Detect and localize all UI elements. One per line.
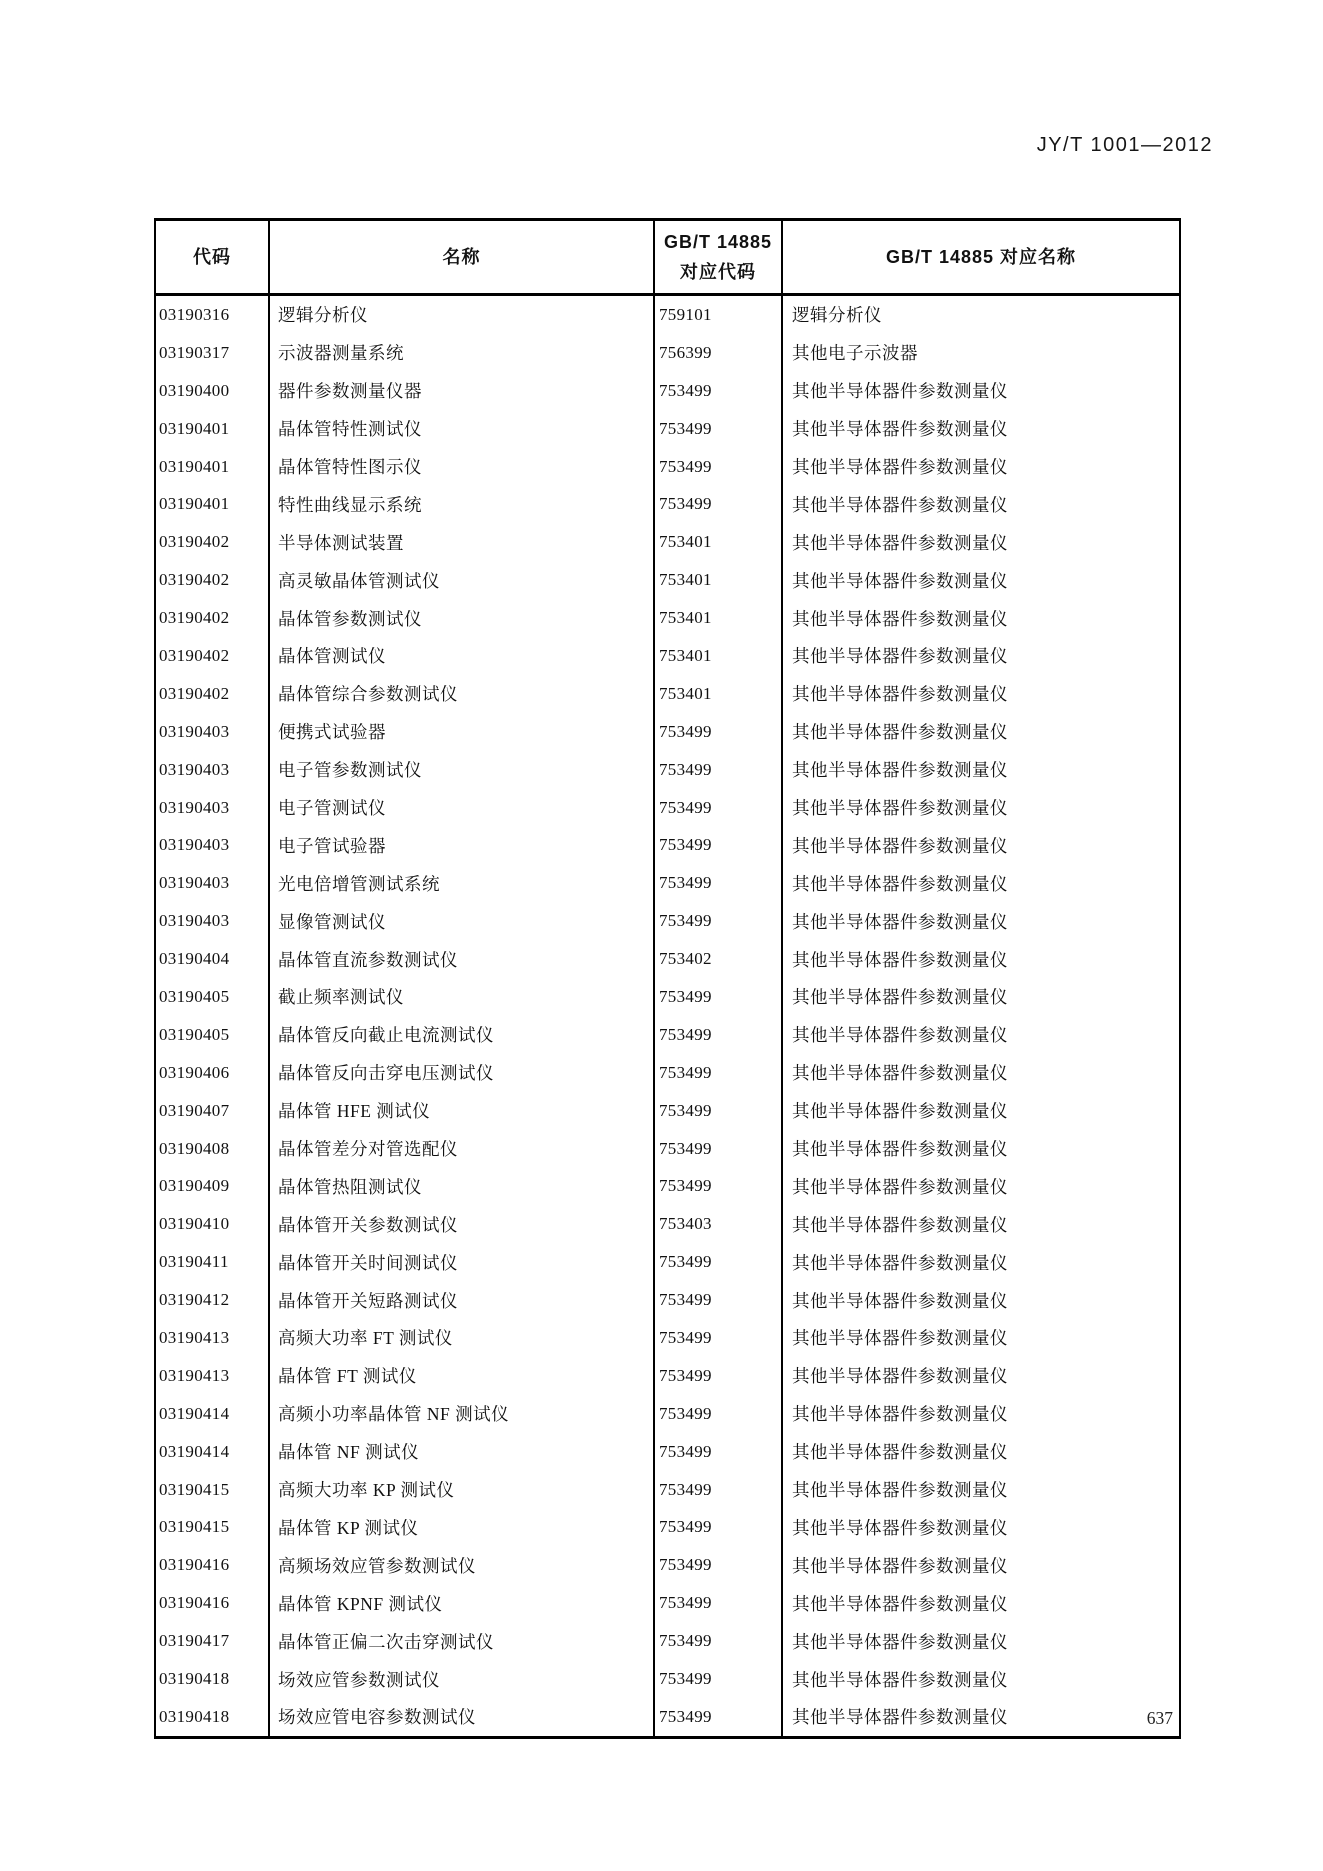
cell-gbt-name: 其他半导体器件参数测量仪: [792, 494, 1008, 515]
cell-gbt-name: 其他电子示波器: [792, 343, 918, 364]
cell-name: 晶体管直流参数测试仪: [270, 940, 655, 978]
table-row: [156, 826, 1179, 864]
cell-gbt-code: 753499: [655, 1319, 783, 1357]
cell-code: 03190402: [156, 599, 270, 637]
cell-gbt-name: 其他半导体器件参数测量仪: [792, 1631, 1008, 1652]
table-row: [156, 789, 1179, 827]
cell-name: 晶体管 KP 测试仪: [270, 1509, 655, 1547]
cell-code: 03190402: [156, 675, 270, 713]
cell-gbt-name: 其他半导体器件参数测量仪: [792, 1480, 1008, 1501]
cell-code: 03190416: [156, 1584, 270, 1622]
cell-gbt-name: 其他半导体器件参数测量仪: [792, 1214, 1008, 1235]
cell-gbt-name: 其他半导体器件参数测量仪: [792, 1063, 1008, 1084]
table-row: [156, 448, 1179, 486]
cell-gbt-code: 753401: [655, 523, 783, 561]
cell-gbt-name: 其他半导体器件参数测量仪: [792, 1290, 1008, 1311]
cell-code: 03190418: [156, 1698, 270, 1736]
cell-code: 03190414: [156, 1395, 270, 1433]
cell-gbt-code: 753401: [655, 561, 783, 599]
cell-gbt-name: 其他半导体器件参数测量仪: [792, 1404, 1008, 1425]
cell-gbt-name: 其他半导体器件参数测量仪: [792, 1517, 1008, 1538]
cell-gbt-code: 753499: [655, 751, 783, 789]
cell-code: 03190402: [156, 637, 270, 675]
cell-code: 03190408: [156, 1130, 270, 1168]
cell-gbt-code: 753499: [655, 1471, 783, 1509]
cell-name: 电子管测试仪: [270, 789, 655, 827]
cell-gbt-code: 756399: [655, 334, 783, 372]
cell-code: 03190415: [156, 1509, 270, 1547]
cell-name: 晶体管开关短路测试仪: [270, 1281, 655, 1319]
cell-code: 03190317: [156, 334, 270, 372]
table-row: [156, 523, 1179, 561]
cell-name: 高频大功率 FT 测试仪: [270, 1319, 655, 1357]
cell-gbt-code: 753499: [655, 1509, 783, 1547]
cell-gbt-code: 753499: [655, 1092, 783, 1130]
cell-name: 光电倍增管测试系统: [270, 864, 655, 902]
header-gbt-name-label: GB/T 14885 对应名称: [885, 247, 1077, 267]
cell-gbt-code: 753499: [655, 1395, 783, 1433]
cell-gbt-name: 其他半导体器件参数测量仪: [792, 1139, 1008, 1160]
cell-name: 晶体管 FT 测试仪: [270, 1357, 655, 1395]
cell-code: 03190417: [156, 1622, 270, 1660]
cell-gbt-code: 753499: [655, 1660, 783, 1698]
cell-code: 03190400: [156, 372, 270, 410]
cell-gbt-code: 753401: [655, 675, 783, 713]
cell-name: 便携式试验器: [270, 713, 655, 751]
table-row: [156, 372, 1179, 410]
cell-code: 03190405: [156, 978, 270, 1016]
cell-gbt-name: 其他半导体器件参数测量仪: [792, 1101, 1008, 1122]
cell-gbt-name: 逻辑分析仪: [792, 305, 882, 326]
cell-name: 晶体管正偏二次击穿测试仪: [270, 1622, 655, 1660]
cell-gbt-name: 其他半导体器件参数测量仪: [792, 722, 1008, 743]
cell-name: 高频大功率 KP 测试仪: [270, 1471, 655, 1509]
cell-gbt-code: 753499: [655, 485, 783, 523]
cell-code: 03190401: [156, 448, 270, 486]
cell-name: 晶体管 KPNF 测试仪: [270, 1584, 655, 1622]
cell-gbt-name: 其他半导体器件参数测量仪: [792, 608, 1008, 629]
cell-code: 03190403: [156, 751, 270, 789]
code-mapping-table: [154, 218, 1181, 1739]
cell-name: 电子管试验器: [270, 826, 655, 864]
cell-name: 晶体管测试仪: [270, 637, 655, 675]
table-row: [156, 1395, 1179, 1433]
table-row: [156, 751, 1179, 789]
header-gbt-code-line1: GB/T 14885: [663, 232, 773, 252]
cell-gbt-name: 其他半导体器件参数测量仪: [792, 1707, 1008, 1728]
cell-gbt-name: 其他半导体器件参数测量仪: [792, 381, 1008, 402]
cell-name: 晶体管综合参数测试仪: [270, 675, 655, 713]
cell-gbt-name: 其他半导体器件参数测量仪: [792, 1025, 1008, 1046]
table-row: [156, 1622, 1179, 1660]
cell-gbt-code: 753499: [655, 1167, 783, 1205]
header-name-label: 名称: [442, 247, 481, 267]
cell-code: 03190413: [156, 1319, 270, 1357]
table-row: [156, 1243, 1179, 1281]
table-row: [156, 675, 1179, 713]
cell-code: 03190415: [156, 1471, 270, 1509]
cell-gbt-code: 753499: [655, 713, 783, 751]
cell-name: 晶体管 NF 测试仪: [270, 1433, 655, 1471]
page-number: 637: [1146, 1708, 1173, 1728]
cell-gbt-code: 753499: [655, 372, 783, 410]
cell-gbt-code: 753499: [655, 978, 783, 1016]
cell-gbt-code: 753499: [655, 410, 783, 448]
cell-gbt-name: 其他半导体器件参数测量仪: [792, 1442, 1008, 1463]
cell-gbt-code: 753499: [655, 826, 783, 864]
table-row: [156, 1357, 1179, 1395]
header-name: [270, 221, 655, 293]
cell-gbt-name: 其他半导体器件参数测量仪: [792, 1555, 1008, 1576]
cell-gbt-name: 其他半导体器件参数测量仪: [792, 798, 1008, 819]
cell-gbt-code: 753499: [655, 864, 783, 902]
cell-name: 场效应管参数测试仪: [270, 1660, 655, 1698]
cell-code: 03190403: [156, 789, 270, 827]
cell-code: 03190403: [156, 826, 270, 864]
cell-name: 高频小功率晶体管 NF 测试仪: [270, 1395, 655, 1433]
cell-gbt-name: 其他半导体器件参数测量仪: [792, 1328, 1008, 1349]
cell-gbt-code: 753499: [655, 1130, 783, 1168]
cell-gbt-name: 其他半导体器件参数测量仪: [792, 911, 1008, 932]
cell-code: 03190409: [156, 1167, 270, 1205]
table-row: [156, 1092, 1179, 1130]
table-row: [156, 1205, 1179, 1243]
header-gbt-code: [655, 221, 783, 293]
cell-code: 03190412: [156, 1281, 270, 1319]
cell-name: 逻辑分析仪: [270, 296, 655, 334]
cell-name: 晶体管热阻测试仪: [270, 1167, 655, 1205]
cell-gbt-name: 其他半导体器件参数测量仪: [792, 684, 1008, 705]
cell-gbt-code: 753401: [655, 637, 783, 675]
table-row: [156, 1319, 1179, 1357]
cell-name: 晶体管参数测试仪: [270, 599, 655, 637]
cell-gbt-code: 753499: [655, 789, 783, 827]
cell-name: 晶体管 HFE 测试仪: [270, 1092, 655, 1130]
cell-name: 显像管测试仪: [270, 902, 655, 940]
cell-gbt-code: 753499: [655, 1433, 783, 1471]
cell-name: 晶体管特性图示仪: [270, 448, 655, 486]
cell-code: 03190404: [156, 940, 270, 978]
cell-gbt-code: 753499: [655, 1016, 783, 1054]
table-row: [156, 1167, 1179, 1205]
cell-code: 03190405: [156, 1016, 270, 1054]
cell-code: 03190406: [156, 1054, 270, 1092]
cell-gbt-code: 753499: [655, 1243, 783, 1281]
cell-gbt-name: 其他半导体器件参数测量仪: [792, 532, 1008, 553]
cell-gbt-name: 其他半导体器件参数测量仪: [792, 457, 1008, 477]
cell-code: 03190411: [156, 1243, 270, 1281]
cell-name: 器件参数测量仪器: [270, 372, 655, 410]
table-row: [156, 334, 1179, 372]
cell-code: 03190418: [156, 1660, 270, 1698]
cell-gbt-code: 753499: [655, 1698, 783, 1736]
cell-gbt-name: 其他半导体器件参数测量仪: [792, 1593, 1008, 1614]
table-row: [156, 1016, 1179, 1054]
table-row: [156, 599, 1179, 637]
cell-gbt-code: 753499: [655, 448, 783, 486]
table-row: [156, 940, 1179, 978]
cell-name: 晶体管反向击穿电压测试仪: [270, 1054, 655, 1092]
cell-name: 晶体管反向截止电流测试仪: [270, 1016, 655, 1054]
cell-name: 高频场效应管参数测试仪: [270, 1546, 655, 1584]
cell-gbt-code: 753499: [655, 1357, 783, 1395]
cell-name: 示波器测量系统: [270, 334, 655, 372]
cell-code: 03190414: [156, 1433, 270, 1471]
cell-name: 电子管参数测试仪: [270, 751, 655, 789]
table-row: [156, 1698, 1179, 1736]
table-row: [156, 713, 1179, 751]
cell-name: 半导体测试装置: [270, 523, 655, 561]
table-row: [156, 1584, 1179, 1622]
cell-gbt-code: 753499: [655, 1281, 783, 1319]
header-code: [156, 221, 270, 293]
table-row: [156, 978, 1179, 1016]
table-row: [156, 1054, 1179, 1092]
cell-gbt-name: 其他半导体器件参数测量仪: [792, 1366, 1008, 1387]
table-row: [156, 485, 1179, 523]
cell-name: 晶体管开关时间测试仪: [270, 1243, 655, 1281]
cell-gbt-code: 753499: [655, 1546, 783, 1584]
cell-code: 03190402: [156, 561, 270, 599]
cell-gbt-code: 753499: [655, 902, 783, 940]
cell-name: 场效应管电容参数测试仪: [270, 1698, 655, 1736]
cell-code: 03190402: [156, 523, 270, 561]
table-row: [156, 1546, 1179, 1584]
cell-name: 截止频率测试仪: [270, 978, 655, 1016]
standard-number-header: JY/T 1001—2012: [1036, 134, 1213, 156]
cell-gbt-code: 753499: [655, 1584, 783, 1622]
table-row: [156, 864, 1179, 902]
table-row: [156, 1281, 1179, 1319]
cell-code: 03190403: [156, 713, 270, 751]
table-row: [156, 1660, 1179, 1698]
cell-code: 03190401: [156, 410, 270, 448]
cell-name: 晶体管特性测试仪: [270, 410, 655, 448]
table-row: [156, 296, 1179, 334]
table-row: [156, 561, 1179, 599]
cell-code: 03190413: [156, 1357, 270, 1395]
cell-gbt-code: 753402: [655, 940, 783, 978]
table-row: [156, 1509, 1179, 1547]
cell-gbt-name: 其他半导体器件参数测量仪: [792, 760, 1008, 781]
header-gbt-code-line2: 对应代码: [680, 262, 756, 282]
cell-gbt-code: 753401: [655, 599, 783, 637]
table-row: [156, 1471, 1179, 1509]
cell-name: 晶体管开关参数测试仪: [270, 1205, 655, 1243]
table-row: [156, 1433, 1179, 1471]
table-row: [156, 902, 1179, 940]
header-gbt-name: [783, 221, 1179, 293]
cell-name: 特性曲线显示系统: [270, 485, 655, 523]
cell-code: 03190316: [156, 296, 270, 334]
cell-gbt-name: 其他半导体器件参数测量仪: [792, 987, 1008, 1008]
cell-code: 03190401: [156, 485, 270, 523]
cell-gbt-name: 其他半导体器件参数测量仪: [792, 1252, 1008, 1273]
cell-gbt-name: 其他半导体器件参数测量仪: [792, 570, 1008, 591]
cell-code: 03190410: [156, 1205, 270, 1243]
cell-gbt-name: 其他半导体器件参数测量仪: [792, 1176, 1008, 1197]
cell-gbt-code: 759101: [655, 296, 783, 334]
cell-gbt-code: 753403: [655, 1205, 783, 1243]
cell-name: 晶体管差分对管选配仪: [270, 1130, 655, 1168]
header-code-label: 代码: [193, 247, 231, 267]
cell-code: 03190403: [156, 864, 270, 902]
cell-gbt-name: 其他半导体器件参数测量仪: [792, 1669, 1008, 1690]
cell-gbt-name: 其他半导体器件参数测量仪: [792, 646, 1008, 667]
cell-name: 高灵敏晶体管测试仪: [270, 561, 655, 599]
table-row: [156, 637, 1179, 675]
cell-gbt-code: 753499: [655, 1054, 783, 1092]
cell-gbt-name: 其他半导体器件参数测量仪: [792, 835, 1008, 856]
table-row: [156, 410, 1179, 448]
cell-code: 03190407: [156, 1092, 270, 1130]
cell-code: 03190403: [156, 902, 270, 940]
cell-code: 03190416: [156, 1546, 270, 1584]
table-row: [156, 1130, 1179, 1168]
cell-gbt-name: 其他半导体器件参数测量仪: [792, 873, 1008, 894]
table-header-row: [156, 221, 1179, 296]
table-body: [156, 296, 1179, 1736]
cell-gbt-code: 753499: [655, 1622, 783, 1660]
cell-gbt-name: 其他半导体器件参数测量仪: [792, 419, 1008, 440]
cell-gbt-name: 其他半导体器件参数测量仪: [792, 949, 1008, 970]
